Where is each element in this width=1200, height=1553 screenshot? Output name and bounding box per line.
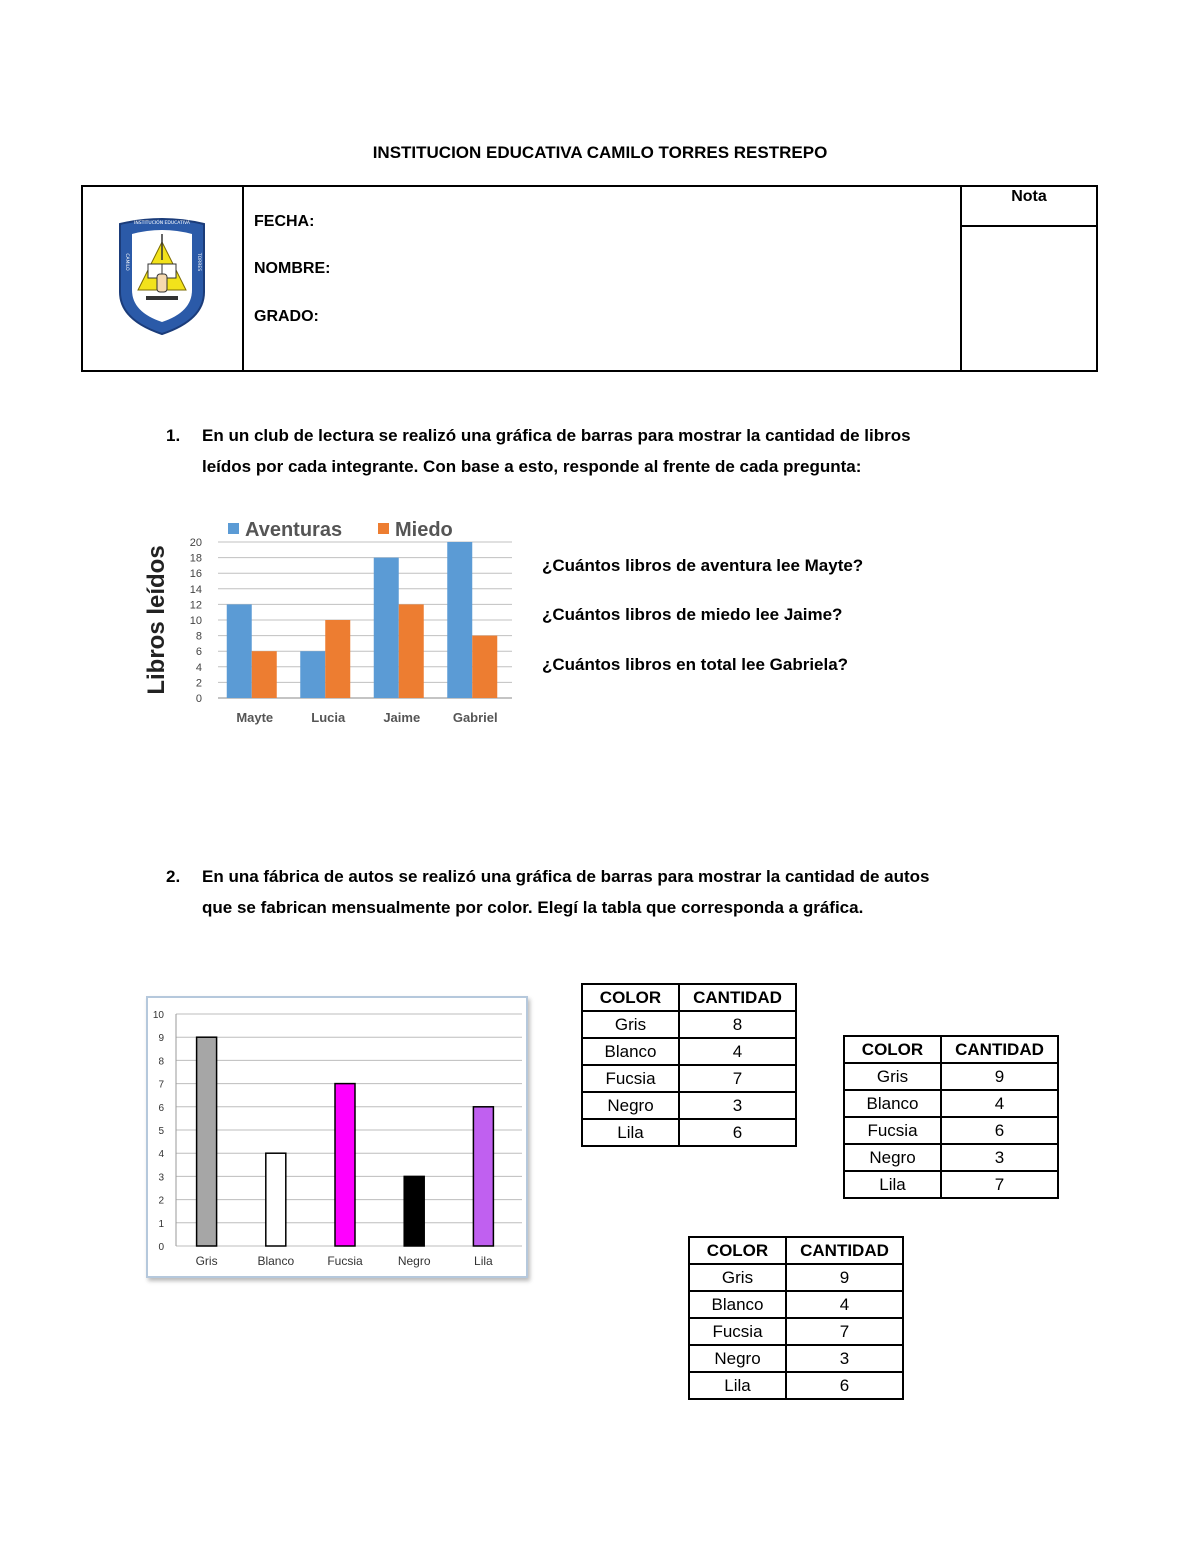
table-cell: Blanco bbox=[844, 1090, 941, 1117]
fecha-label: FECHA: bbox=[254, 213, 315, 230]
sub-question: ¿Cuántos libros de miedo lee Jaime? bbox=[542, 605, 843, 624]
table-cell: 8 bbox=[679, 1011, 796, 1038]
table-cell: Negro bbox=[844, 1144, 941, 1171]
bar-lila bbox=[473, 1107, 493, 1246]
x-tick-label: Gris bbox=[195, 1254, 218, 1268]
table-header: COLOR bbox=[689, 1237, 786, 1264]
table-cell: 7 bbox=[679, 1065, 796, 1092]
table-row bbox=[582, 1119, 796, 1146]
question-1-line-1: En un club de lectura se realizó una gráfica de barras para mostrar la cantidad de libros bbox=[202, 426, 911, 445]
bar-aventuras-lucia bbox=[300, 651, 325, 698]
table-header: CANTIDAD bbox=[679, 984, 796, 1011]
table-row bbox=[844, 1144, 1058, 1171]
table-cell: Fucsia bbox=[582, 1065, 679, 1092]
table-cell: Gris bbox=[582, 1011, 679, 1038]
bar-miedo-lucia bbox=[325, 620, 350, 698]
header-divider bbox=[242, 185, 244, 372]
x-tick-label: Lucia bbox=[311, 710, 346, 725]
logo-text-bottom: RESTREPO bbox=[150, 311, 174, 316]
table-cell: Fucsia bbox=[844, 1117, 941, 1144]
nota-label: Nota bbox=[1011, 188, 1047, 205]
table-row bbox=[582, 1038, 796, 1065]
table-cell: 3 bbox=[941, 1144, 1058, 1171]
option-table-1[interactable] bbox=[581, 983, 797, 1147]
table-header: CANTIDAD bbox=[786, 1237, 903, 1264]
legend-label: Miedo bbox=[395, 519, 453, 541]
legend-swatch bbox=[378, 523, 389, 534]
y-tick-label: 8 bbox=[158, 1056, 164, 1068]
table-header-row bbox=[844, 1036, 1058, 1063]
table-row bbox=[689, 1372, 903, 1399]
y-tick-label: 5 bbox=[158, 1126, 164, 1137]
header-divider bbox=[960, 185, 962, 372]
table-row bbox=[689, 1318, 903, 1345]
table-cell: 6 bbox=[786, 1372, 903, 1399]
y-tick-label: 0 bbox=[195, 693, 202, 705]
cars-by-color-chart bbox=[148, 998, 526, 1276]
table-cell: 4 bbox=[941, 1090, 1058, 1117]
x-tick-label: Lila bbox=[474, 1254, 493, 1268]
table-cell: 6 bbox=[941, 1117, 1058, 1144]
y-tick-label: 6 bbox=[195, 646, 202, 659]
table-cell: Blanco bbox=[582, 1038, 679, 1065]
table-cell: Gris bbox=[844, 1063, 941, 1090]
x-tick-label: Mayte bbox=[236, 710, 274, 725]
header-divider bbox=[960, 225, 1098, 227]
table-row bbox=[844, 1090, 1058, 1117]
question-2-number: 2. bbox=[166, 867, 181, 886]
table-cell: 3 bbox=[786, 1345, 903, 1372]
table-cell: 3 bbox=[679, 1092, 796, 1119]
table-row bbox=[582, 1092, 796, 1119]
y-tick-label: 6 bbox=[158, 1102, 164, 1114]
question-2-text bbox=[202, 861, 1022, 923]
bar-miedo-mayte bbox=[252, 651, 277, 698]
books-read-chart bbox=[140, 512, 520, 734]
bar-gris bbox=[197, 1037, 217, 1246]
table-row bbox=[582, 1065, 796, 1092]
table-cell: Lila bbox=[844, 1171, 941, 1198]
table-cell: Negro bbox=[582, 1092, 679, 1119]
question-1-number: 1. bbox=[166, 426, 181, 445]
table-cell: 4 bbox=[679, 1038, 796, 1065]
table-row bbox=[844, 1117, 1058, 1144]
sub-question: ¿Cuántos libros de aventura lee Mayte? bbox=[542, 556, 864, 575]
option-table-2[interactable] bbox=[843, 1035, 1059, 1199]
page-title: INSTITUCION EDUCATIVA CAMILO TORRES RESTREPO bbox=[372, 143, 828, 162]
table-cell: 7 bbox=[941, 1171, 1058, 1198]
table-header: COLOR bbox=[582, 984, 679, 1011]
y-tick-label: 16 bbox=[189, 568, 202, 581]
y-tick-label: 10 bbox=[152, 1010, 164, 1021]
y-tick-label: 8 bbox=[195, 630, 202, 643]
y-tick-label: 14 bbox=[189, 583, 202, 596]
table-row bbox=[689, 1345, 903, 1372]
y-tick-label: 18 bbox=[189, 552, 202, 565]
table-row bbox=[689, 1264, 903, 1291]
y-tick-label: 10 bbox=[189, 615, 202, 627]
y-tick-label: 7 bbox=[158, 1079, 164, 1091]
y-tick-label: 12 bbox=[189, 599, 202, 612]
bar-aventuras-jaime bbox=[374, 558, 399, 698]
nombre-label: NOMBRE: bbox=[254, 260, 331, 277]
table-cell: 7 bbox=[786, 1318, 903, 1345]
x-tick-label: Blanco bbox=[257, 1254, 295, 1268]
y-tick-label: 4 bbox=[158, 1149, 164, 1161]
table-cell: Blanco bbox=[689, 1291, 786, 1318]
legend-swatch bbox=[228, 523, 239, 534]
table-cell: Lila bbox=[689, 1372, 786, 1399]
y-tick-label: 4 bbox=[195, 661, 202, 674]
logo-text-top: INSTITUCIÓN EDUCATIVA bbox=[134, 221, 190, 226]
table-header-row bbox=[689, 1237, 903, 1264]
y-tick-label: 0 bbox=[158, 1242, 164, 1253]
x-tick-label: Gabriel bbox=[452, 710, 498, 725]
bar-miedo-jaime bbox=[399, 604, 424, 698]
bar-miedo-gabriel bbox=[472, 636, 497, 698]
bar-fucsia bbox=[335, 1084, 355, 1246]
table-row bbox=[689, 1291, 903, 1318]
table-header: COLOR bbox=[844, 1036, 941, 1063]
logo-text-left: CAMILO bbox=[124, 253, 129, 271]
table-row bbox=[844, 1171, 1058, 1198]
x-tick-label: Negro bbox=[397, 1254, 431, 1268]
option-table-3[interactable] bbox=[688, 1236, 904, 1400]
table-cell: 9 bbox=[941, 1063, 1058, 1090]
school-logo bbox=[112, 212, 212, 338]
y-tick-label: 1 bbox=[158, 1218, 164, 1230]
x-tick-label: Fucsia bbox=[327, 1254, 363, 1268]
table-cell: 6 bbox=[679, 1119, 796, 1146]
legend-label: Aventuras bbox=[245, 519, 343, 541]
table-header-row bbox=[582, 984, 796, 1011]
table-cell: Lila bbox=[582, 1119, 679, 1146]
question-1-line-2: leídos por cada integrante. Con base a esto, responde al frente de cada pregunta: bbox=[202, 457, 862, 476]
logo-text-right: TORRES bbox=[196, 252, 201, 272]
y-tick-label: 2 bbox=[195, 677, 202, 690]
y-tick-label: 20 bbox=[189, 537, 202, 549]
question-2-line-2: que se fabrican mensualmente por color. Elegí la tabla que corresponda a gráfica. bbox=[202, 898, 864, 917]
table-cell: 4 bbox=[786, 1291, 903, 1318]
bar-negro bbox=[404, 1176, 424, 1246]
sub-question: ¿Cuántos libros en total lee Gabriela? bbox=[542, 655, 849, 674]
y-tick-label: 9 bbox=[158, 1033, 164, 1045]
table-row bbox=[582, 1011, 796, 1038]
y-tick-label: 3 bbox=[158, 1172, 164, 1184]
x-tick-label: Jaime bbox=[383, 710, 421, 725]
table-row bbox=[844, 1063, 1058, 1090]
bar-aventuras-gabriel bbox=[447, 542, 472, 698]
question-2-line-1: En una fábrica de autos se realizó una gráfica de barras para mostrar la cantidad de autos bbox=[202, 867, 930, 886]
table-cell: Gris bbox=[689, 1264, 786, 1291]
table-cell: Negro bbox=[689, 1345, 786, 1372]
y-tick-label: 2 bbox=[158, 1195, 164, 1207]
question-1-text bbox=[202, 420, 1022, 482]
y-axis-label: Libros leídos bbox=[143, 545, 170, 695]
bar-aventuras-mayte bbox=[227, 604, 252, 698]
bar-blanco bbox=[266, 1153, 286, 1246]
table-cell: Fucsia bbox=[689, 1318, 786, 1345]
table-header: CANTIDAD bbox=[941, 1036, 1058, 1063]
table-cell: 9 bbox=[786, 1264, 903, 1291]
header-box bbox=[81, 185, 1098, 372]
grado-label: GRADO: bbox=[254, 308, 319, 325]
